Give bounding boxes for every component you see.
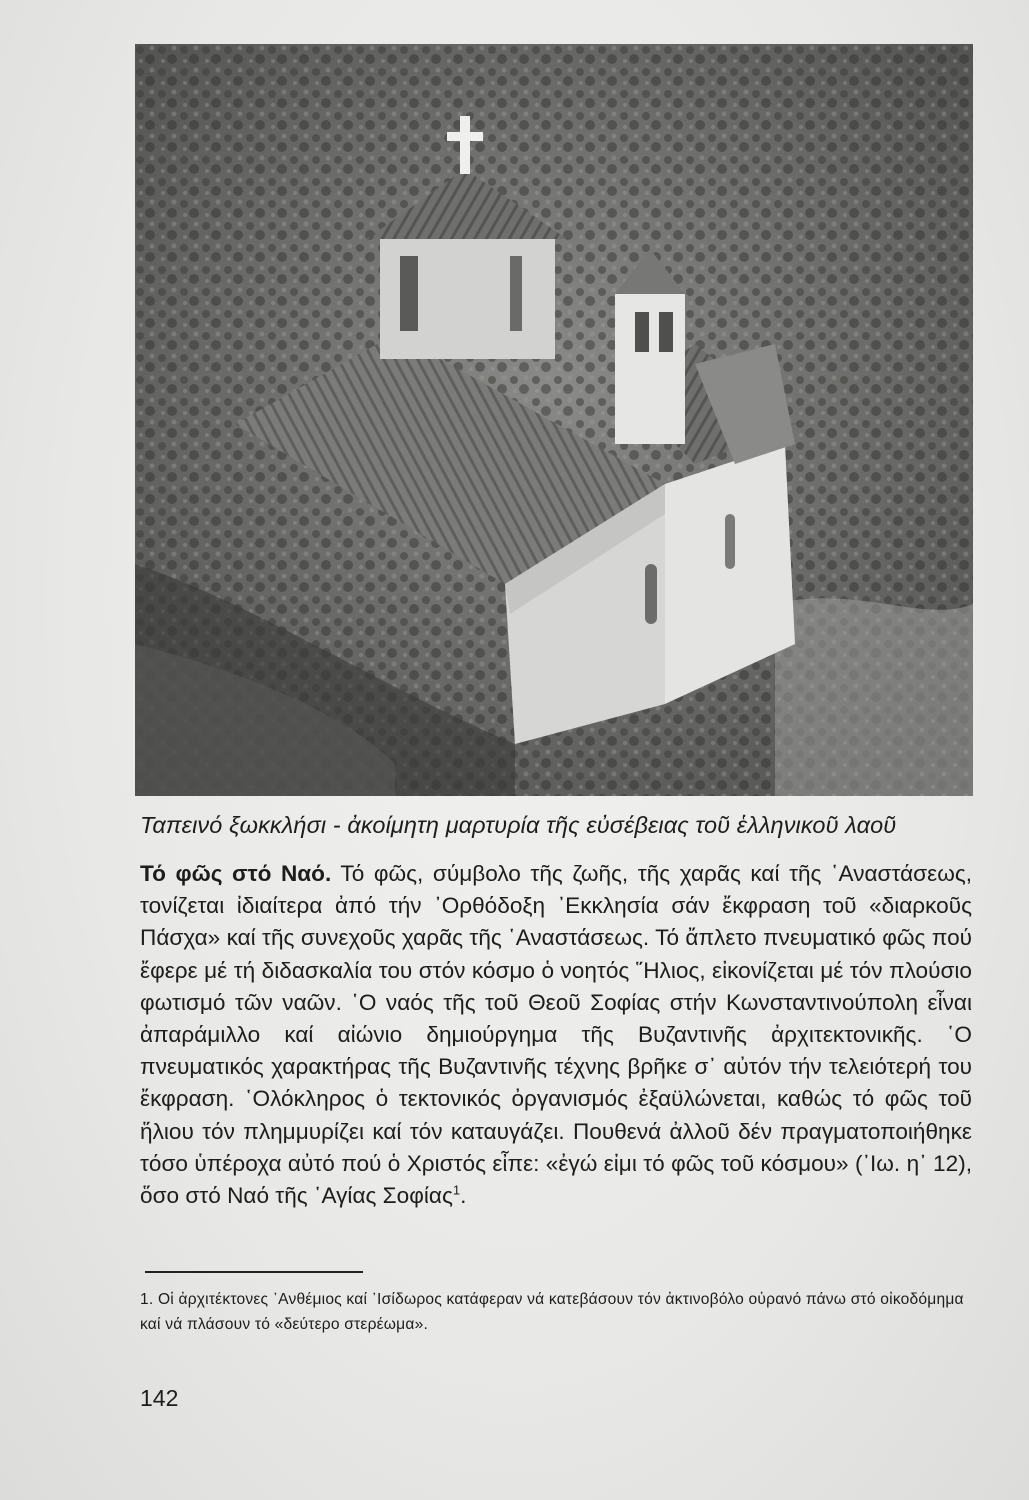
- footnote-text: Οἱ ἀρχιτέκτονες ᾿Ανθέμιος καί ᾿Ισίδωρος κατάφεραν νά κατεβάσουν τόν ἀκτινοβόλο οὐρανό πάνω στό οἰκοδόμημα καί νά πλάσουν τό «δεύτερο στερέωμα».: [140, 1291, 964, 1333]
- footnote-reference[interactable]: 1: [452, 1182, 461, 1198]
- paragraph-end: .: [460, 1183, 467, 1209]
- photo-caption: Ταπεινό ξωκκλήσι - ἀκοίμητη μαρτυρία τῆς εὐσέβειας τοῦ ἑλληνικοῦ λαοῦ: [140, 812, 897, 838]
- page-number: 142: [140, 1385, 179, 1411]
- footnote-number: 1.: [140, 1291, 154, 1308]
- footnote: [140, 1287, 972, 1337]
- body-paragraph: [140, 858, 972, 1212]
- footnote-divider: [145, 1271, 363, 1273]
- section-heading: Τό φῶς στό Ναό.: [140, 861, 332, 886]
- church-photo: [135, 44, 973, 796]
- paragraph-text: Τό φῶς, σύμβολο τῆς ζωῆς, τῆς χαρᾶς καί τῆς ῾Αναστάσεως, τονίζεται ἰδιαίτερα ἀπό τήν ᾿Ορθόδοξη ᾿Εκκλησία σάν ἔκφραση τοῦ «διαρκοῦς Πάσχα» καί τῆς συνεχοῦς χαρᾶς τῆς ῾Αναστάσεως. Τό ἄπλετο πνευματικό φῶς πού ἔφερε μέ τή διδασκαλία του στόν κόσμο ὁ νοητός ῞Ηλιος, εἰκονίζεται μέ τόν πλούσιο φωτισμό τῶν ναῶν. ῾Ο ναός τῆς τοῦ Θεοῦ Σοφίας στήν Κωνσταντινούπολη εἶναι ἀπαράμιλλο καί αἰώνιο δημιούργημα τῆς Βυζαντινῆς ἀρχιτεκτονικῆς. ῾Ο πνευματικός χαρακτήρας τῆς Βυζαντινῆς τέχνης βρῆκε σ᾿ αὐτόν τήν τελειότερή του ἔκφραση. ῾Ολόκληρος ὁ τεκτονικός ὀργανισμός ἐξαϋλώνεται, καθώς τό φῶς τοῦ ἥλιου τόν πλημμυρίζει καί τόν καταυγάζει. Πουθενά ἀλλοῦ δέν πραγματοποιήθηκε τόσο ὑπέροχα αὐτό πού ὁ Χριστός εἶπε: «ἐγώ εἰμι τό φῶς τοῦ κόσμου» (᾿Ιω. η᾿ 12), ὅσο στό Ναό τῆς ῾Αγίας Σοφίας: [140, 861, 972, 1209]
